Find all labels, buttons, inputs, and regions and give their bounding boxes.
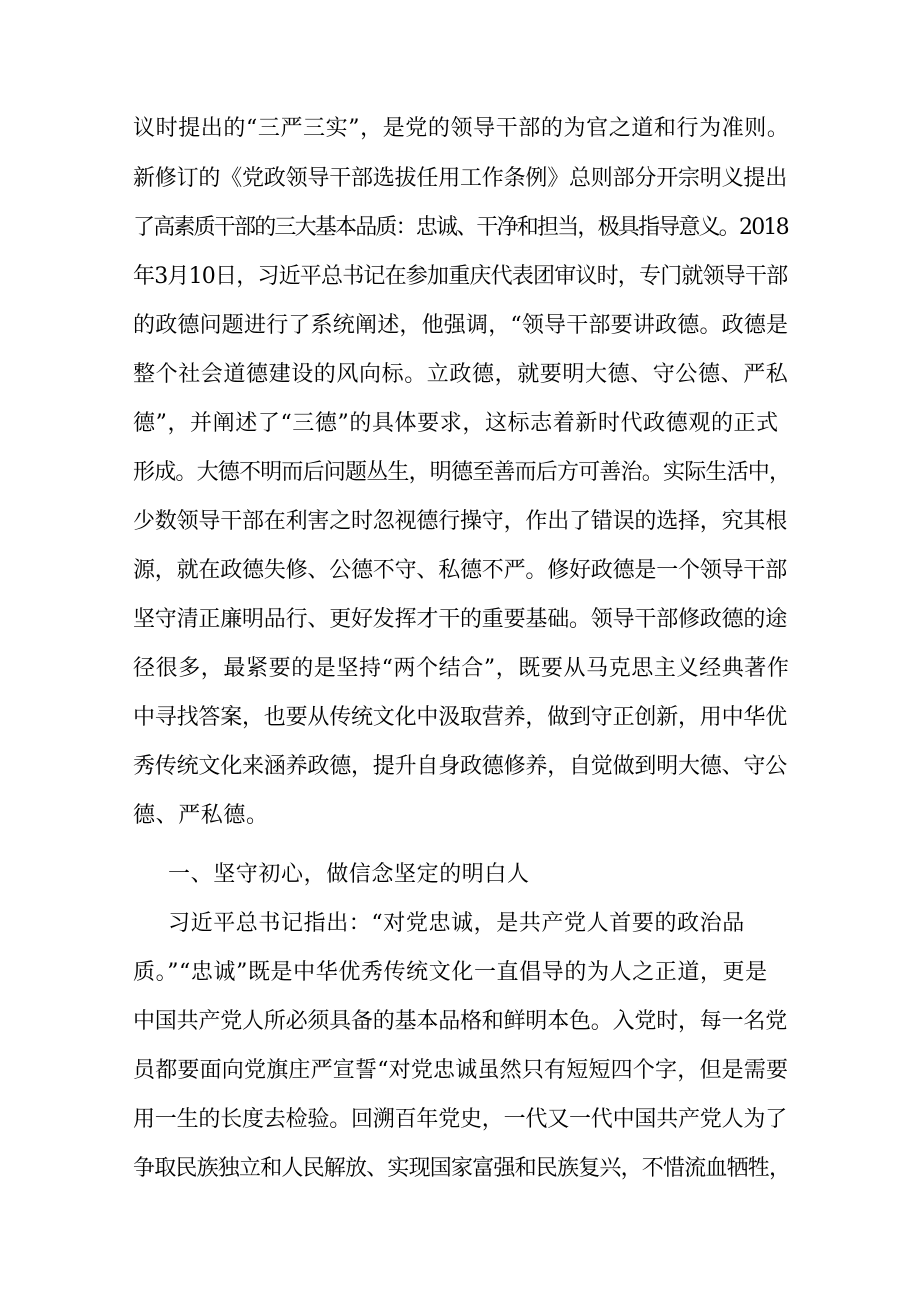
paragraph-2-line: 用一生的长度去检验。回溯百年党史，一代又一代中国共产党人为了: [133, 1107, 788, 1132]
paragraph-1-line: 了高素质干部的三大基本品质：忠诚、干净和担当，极具指导意义。2018: [133, 215, 788, 240]
paragraph-1-line: 年3月10日，习近平总书记在参加重庆代表团审议时，专门就领导干部: [133, 264, 788, 289]
paragraph-1-line: 新修订的《党政领导干部选拔任用工作条例》总则部分开宗明义提出: [133, 166, 788, 191]
paragraph-1-line: 源，就在政德失修、公德不守、私德不严。修好政德是一个领导干部: [133, 558, 788, 583]
paragraph-2-line: 质。”“忠诚”既是中华优秀传统文化一直倡导的为人之正道，更是: [133, 960, 768, 985]
paragraph-1-line: 径很多，最紧要的是坚持“两个结合”，既要从马克思主义经典著作: [133, 656, 790, 681]
paragraph-1-line: 形成。大德不明而后问题丛生，明德至善而后方可善治。实际生活中，: [133, 460, 791, 485]
paragraph-1-line: 整个社会道德建设的风向标。立政德，就要明大德、守公德、严私: [133, 362, 789, 387]
paragraph-2-line: 习近平总书记指出：“对党忠诚，是共产党人首要的政治品: [168, 911, 745, 936]
paragraph-2-line: 中国共产党人所必须具备的基本品格和鲜明本色。入党时，每一名党: [133, 1009, 788, 1034]
paragraph-1-line: 议时提出的“三严三实”，是党的领导干部的为官之道和行为准则。: [133, 116, 790, 141]
section-heading: 一、坚守初心，做信念坚定的明白人: [168, 862, 530, 887]
paragraph-1-line: 中寻找答案，也要从传统文化中汲取营养，做到守正创新，用中华优: [133, 705, 788, 730]
paragraph-1-line: 少数领导干部在利害之时忽视德行操守，作出了错误的选择，究其根: [133, 509, 788, 534]
paragraph-1-line: 坚守清正廉明品行、更好发挥才干的重要基础。领导干部修政德的途: [133, 607, 788, 632]
paragraph-1-line: 秀传统文化来涵养政德，提升自身政德修养，自觉做到明大德、守公: [133, 754, 788, 779]
paragraph-1-line: 的政德问题进行了系统阐述，他强调，“领导干部要讲政德。政德是: [133, 313, 789, 338]
paragraph-2-line: 员都要面向党旗庄严宣誓“对党忠诚虽然只有短短四个字，但是需要: [133, 1058, 789, 1083]
paragraph-1-line: 德、严私德。: [133, 803, 269, 828]
paragraph-1-line: 德”，并阐述了“三德”的具体要求，这标志着新时代政德观的正式: [133, 411, 779, 436]
paragraph-2-line: 争取民族独立和人民解放、实现国家富强和民族复兴，不惜流血牺牲，: [133, 1156, 791, 1181]
